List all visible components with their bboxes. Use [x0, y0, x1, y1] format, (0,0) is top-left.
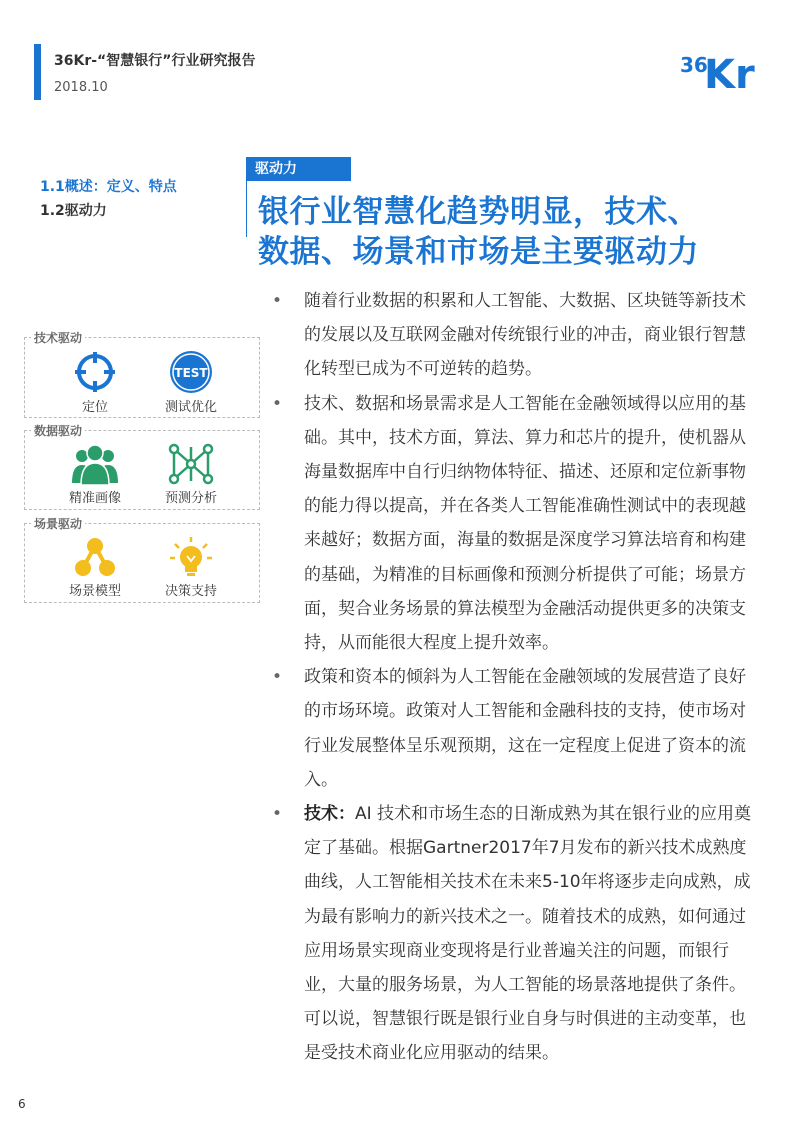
- list-item: [270, 387, 760, 661]
- bullet-text: AI 技术和市场生态的日渐成熟为其在银行业的应用奠定了基础。根据Gartner2017年7月发布的新兴技术成熟度曲线，人工智能相关技术在未来5-10年将逐步走向成熟，成为最有影响力的新兴技术之一。随着技术的成熟，如何通过应用场景实现商业变现将是行业普遍关注的问题，而银行业，大量的服务场景，为人工智能的场景落地提供了条件。可以说，智慧银行既是银行业自身与时俱进的主动变革，也是受技术商业化应用驱动的结果。: [304, 804, 752, 1064]
- driver-panel-data: [24, 424, 260, 510]
- driver-item: [50, 443, 140, 506]
- bullet-dot: •: [271, 291, 283, 311]
- headline-line-2: 数据、场景和市场是主要驱动力: [258, 234, 699, 270]
- driver-panel-label: 数据驱动: [31, 422, 85, 439]
- driver-panel-scene: [24, 517, 260, 603]
- svg-text:36: 36: [680, 53, 708, 77]
- bullet-dot: •: [271, 393, 283, 414]
- people-group-icon: [70, 443, 120, 485]
- header-accent-bar: [34, 44, 41, 100]
- bullet-text: 随着行业数据的积累和人工智能、大数据、区块链等新技术的发展以及互联网金融对传统银行业的冲击，商业银行智慧化转型已成为不可逆转的趋势。: [304, 291, 746, 380]
- driver-item: [146, 350, 236, 415]
- headline-line-1: 银行业智慧化趋势明显，技术、: [258, 194, 699, 230]
- bullet-list: [270, 284, 760, 1071]
- test-badge-icon: [169, 350, 213, 394]
- driver-panel-label: 场景驱动: [31, 515, 85, 532]
- list-item: [270, 284, 760, 387]
- page-number: 6: [18, 1097, 26, 1111]
- list-item: [270, 797, 760, 1071]
- driver-item-label: 测试优化: [164, 400, 217, 415]
- svg-text:Kr: Kr: [704, 52, 755, 94]
- driver-item-label: 场景模型: [68, 584, 121, 599]
- bullet-lead: 技术：: [304, 804, 355, 825]
- driver-item: [146, 536, 236, 599]
- molecule-icon: [73, 536, 117, 578]
- test-badge-text: TEST: [174, 366, 208, 380]
- driver-panel-tech: [24, 331, 260, 418]
- section-tag: 驱动力: [247, 157, 351, 181]
- driver-item: [50, 350, 140, 415]
- driver-item-label: 精准画像: [68, 491, 121, 506]
- bullet-dot: •: [271, 804, 283, 825]
- driver-item-label: 决策支持: [164, 584, 217, 599]
- network-nodes-icon: [168, 443, 214, 485]
- driver-item: [50, 536, 140, 599]
- lightbulb-icon: [169, 536, 213, 578]
- bullet-text: 技术、数据和场景需求是人工智能在金融领域得以应用的基础。其中，技术方面，算法、算力和芯片的提升，使机器从海量数据库中自行归纳物体特征、描述、还原和定位新事物的能力得以提高，并在各类人工智能准确性测试中的表现越来越好；数据方面，海量的数据是深度学习算法培育和构建的基础，为精准的目标画像和预测分析提供了可能；场景方面，契合业务场景的算法模型为金融活动提供更多的决策支持，从而能很大程度上提升效率。: [304, 393, 746, 654]
- driver-item-label: 预测分析: [164, 491, 217, 506]
- list-item: [270, 660, 760, 797]
- toc-item-overview[interactable]: 1.1概述：定义、特点: [40, 179, 177, 195]
- crosshair-icon: [73, 350, 117, 394]
- driver-item: [146, 443, 236, 506]
- report-title: 36Kr-“智慧银行”行业研究报告: [54, 53, 256, 69]
- section-headline: [258, 192, 778, 272]
- driver-item-label: 定位: [81, 400, 108, 415]
- report-date: 2018.10: [54, 80, 108, 95]
- driver-panel-label: 技术驱动: [31, 329, 85, 346]
- bullet-text: 政策和资本的倾斜为人工智能在金融领域的发展营造了良好的市场环境。政策对人工智能和金融科技的支持，使市场对行业发展整体呈乐观预期，这在一定程度上促进了资本的流入。: [304, 667, 746, 790]
- brand-logo: [678, 44, 768, 94]
- toc-item-drivers[interactable]: 1.2驱动力: [40, 203, 107, 219]
- bullet-dot: •: [271, 667, 283, 688]
